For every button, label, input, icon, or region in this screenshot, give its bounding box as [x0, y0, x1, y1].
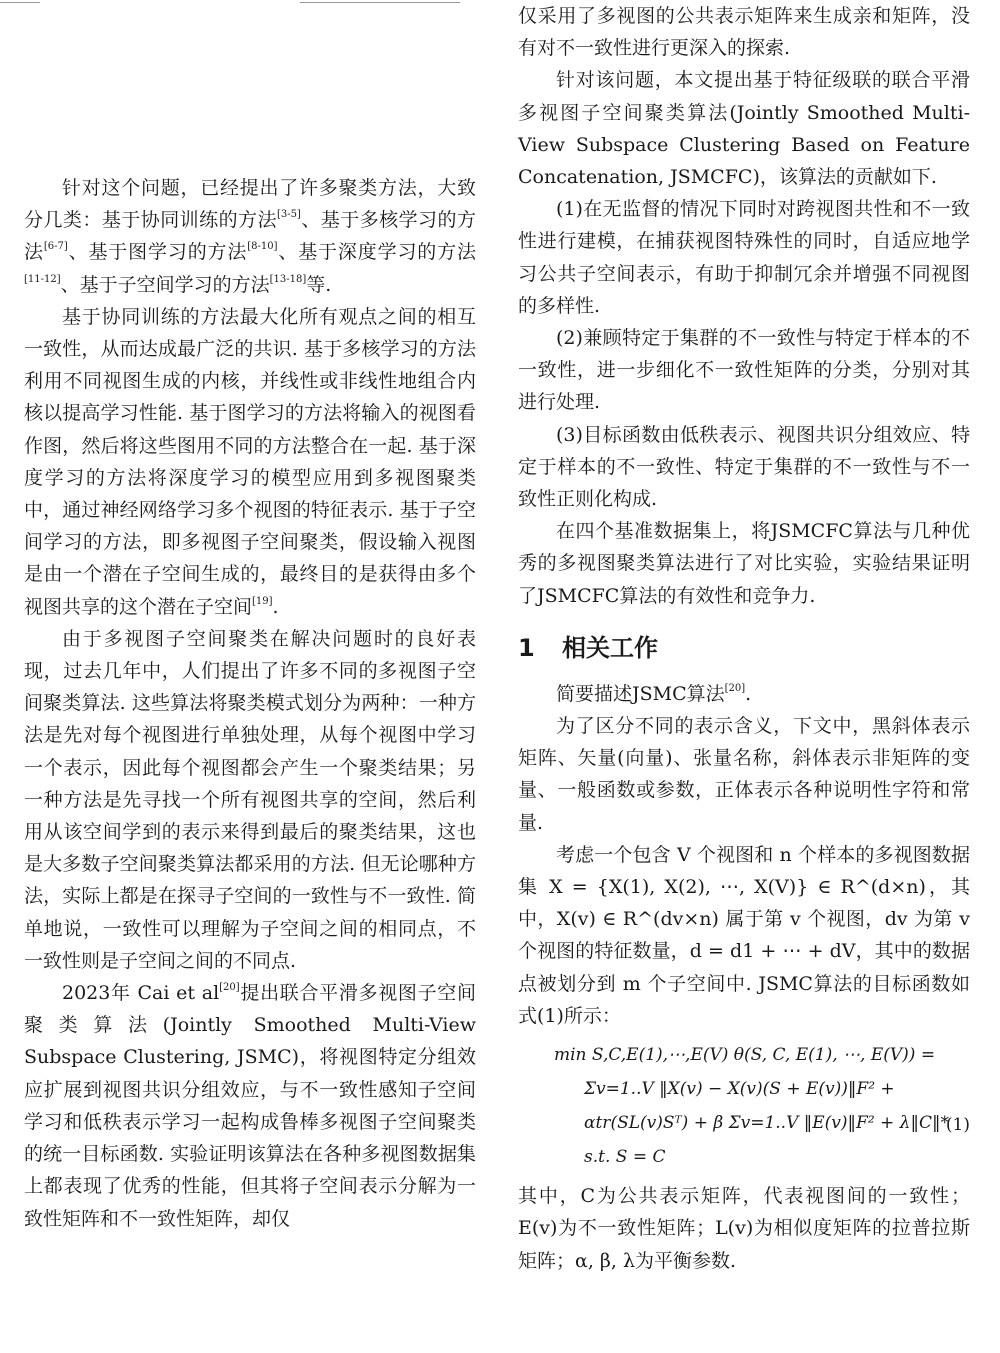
equation-1	[518, 1038, 970, 1174]
paragraph-variable-definitions: 其中，C为公共表示矩阵，代表视图间的一致性；E(v)为不一致性矩阵；L(v)为相似度矩阵的拉普拉斯矩阵；α, β, λ为平衡参数.	[518, 1185, 970, 1272]
paragraph-problem-setup: 考虑一个包含 V 个视图和 n 个样本的多视图数据集 X = {X(1), X(2), ⋯, X(V)} ∈ R^(d×n)，其中，X(v) ∈ R^(dv×n) 属于第 v 个视图，dv 为第 v 个视图的特征数量，d = d1 + ⋯ + dV，其中的数据点被划分到 m 个子空间中. JSMC算法的目标函数如式(1)所示：	[518, 843, 970, 1027]
paragraph-continuation: 仅采用了多视图的公共表示矩阵来生成亲和矩阵，没有对不一致性进行更深入的探索.	[518, 5, 970, 60]
citation: [6-7]	[43, 241, 68, 253]
formula-line: min S,C,E(1),⋯,E(V) θ(S, C, E(1), ⋯, E(V)) =	[554, 1045, 936, 1066]
paragraph-notation: 为了区分不同的表示含义，下文中，黑斜体表示矩阵、矢量(向量)、张量名称，斜体表示非矩阵的变量、一般函数或参数，正体表示各种说明性字符和常量.	[518, 715, 970, 834]
equation-number: (1)	[945, 1115, 970, 1136]
contribution-3: (3)目标函数由低秩表示、视图共识分组效应、特定于样本的不一致性、特定于集群的不一致性与不一致性正则化构成.	[518, 423, 970, 511]
paragraph-experiments: 在四个基准数据集上，将JSMCFC算法与几种优秀的多视图聚类算法进行了对比实验，实验结果证明了JSMCFC算法的有效性和竞争力.	[518, 520, 970, 607]
citation: [13-18]	[269, 273, 307, 285]
paragraph-subspace-clustering: 由于多视图子空间聚类在解决问题时的良好表现，过去几年中，人们提出了许多不同的多视图子空间聚类算法. 这些算法将聚类模式划分为两种：一种方法是先对每个视图进行单独处理，从每个视图中学习一个表示，因此每个视图都会产生一个聚类结果；另一种方法是先寻找一个所有视图共享的空间，然后利用从该空间学到的表示来得到最后的聚类结果，这也是大多数子空间聚类算法都采用的方法. 但无论哪种方法，实际上都是在探寻子空间的一致性与不一致性. 简单地说，一致性可以理解为子空间之间的相同点，不一致性则是子空间之间的不同点.	[24, 627, 476, 972]
citation: [20]	[724, 682, 746, 694]
paragraph-jsmc-brief: 简要描述JSMC算法[20].	[556, 682, 752, 705]
paragraph-method-details: 基于协同训练的方法最大化所有观点之间的相互一致性，从而达成最广泛的共识. 基于多核学习的方法利用不同视图生成的内核，并线性或非线性地组合内核以提高学习性能. 基于图学习的方法将输入的视图看作图，然后将这些图用不同的方法整合在一起. 基于深度学习的方法将深度学习的模型应用到多视图聚类中，通过神经网络学习多个视图的特征表示. 基于子空间学习的方法，即多视图子空间聚类，假设输入视图是由一个潜在子空间生成的，最终目的是获得由多个视图共享的这个潜在子空间[19].	[24, 305, 476, 618]
paragraph-jsmc-intro: 2023年 Cai et al[20]提出联合平滑多视图子空间聚类算法(Jointly Smoothed Multi-View Subspace Clustering, JSMC)，将视图特定分组效应扩展到视图共识分组效应，与不一致性感知子空间学习和低秩表示学习一起构成鲁棒多视图子空间聚类的统一目标函数. 实验证明该算法在各种多视图数据集上都表现了优秀的性能，但其将子空间表示分解为一致性矩阵和不一致性矩阵，却仅	[24, 982, 476, 1230]
formula-line: s.t. S = C	[584, 1147, 666, 1168]
section-number: 1	[518, 633, 535, 662]
left-column	[24, 0, 476, 1235]
right-column	[518, 0, 970, 1277]
formula-line: αtr(SL(v)Sᵀ) + β Σv=1..V ‖E(v)‖F² + λ‖C‖*	[584, 1113, 949, 1134]
citation: [3-5]	[276, 209, 301, 221]
section-title: 相关工作	[562, 633, 658, 662]
contribution-1: (1)在无监督的情况下同时对跨视图共性和不一致性进行建模，在捕获视图特殊性的同时，自适应地学习公共子空间表示，有助于抑制冗余并增强不同视图的多样性.	[518, 198, 970, 317]
section-heading	[518, 632, 970, 664]
citation: [8-10]	[247, 241, 278, 253]
contribution-2: (2)兼顾特定于集群的不一致性与特定于样本的不一致性，进一步细化不一致性矩阵的分类，分别对其进行处理.	[518, 327, 970, 414]
paragraph-methods-overview: 针对这个问题，已经提出了许多聚类方法，大致分几类：基于协同训练的方法[3-5]、基于多核学习的方法[6-7]、基于图学习的方法[8-10]、基于深度学习的方法[11-12]、基于子空间学习的方法[13-18]等.	[24, 177, 476, 296]
citation: [11-12]	[24, 273, 61, 285]
citation: [20]	[219, 982, 240, 994]
paragraph-proposal: 针对该问题，本文提出基于特征级联的联合平滑多视图子空间聚类算法(Jointly Smoothed Multi-View Subspace Clustering Based on Feature Concatenation, JSMCFC)，该算法的贡献如下.	[518, 69, 970, 189]
citation: [19]	[252, 595, 273, 607]
formula-line: Σv=1..V ‖X(v) − X(v)(S + E(v))‖F² +	[584, 1079, 895, 1100]
